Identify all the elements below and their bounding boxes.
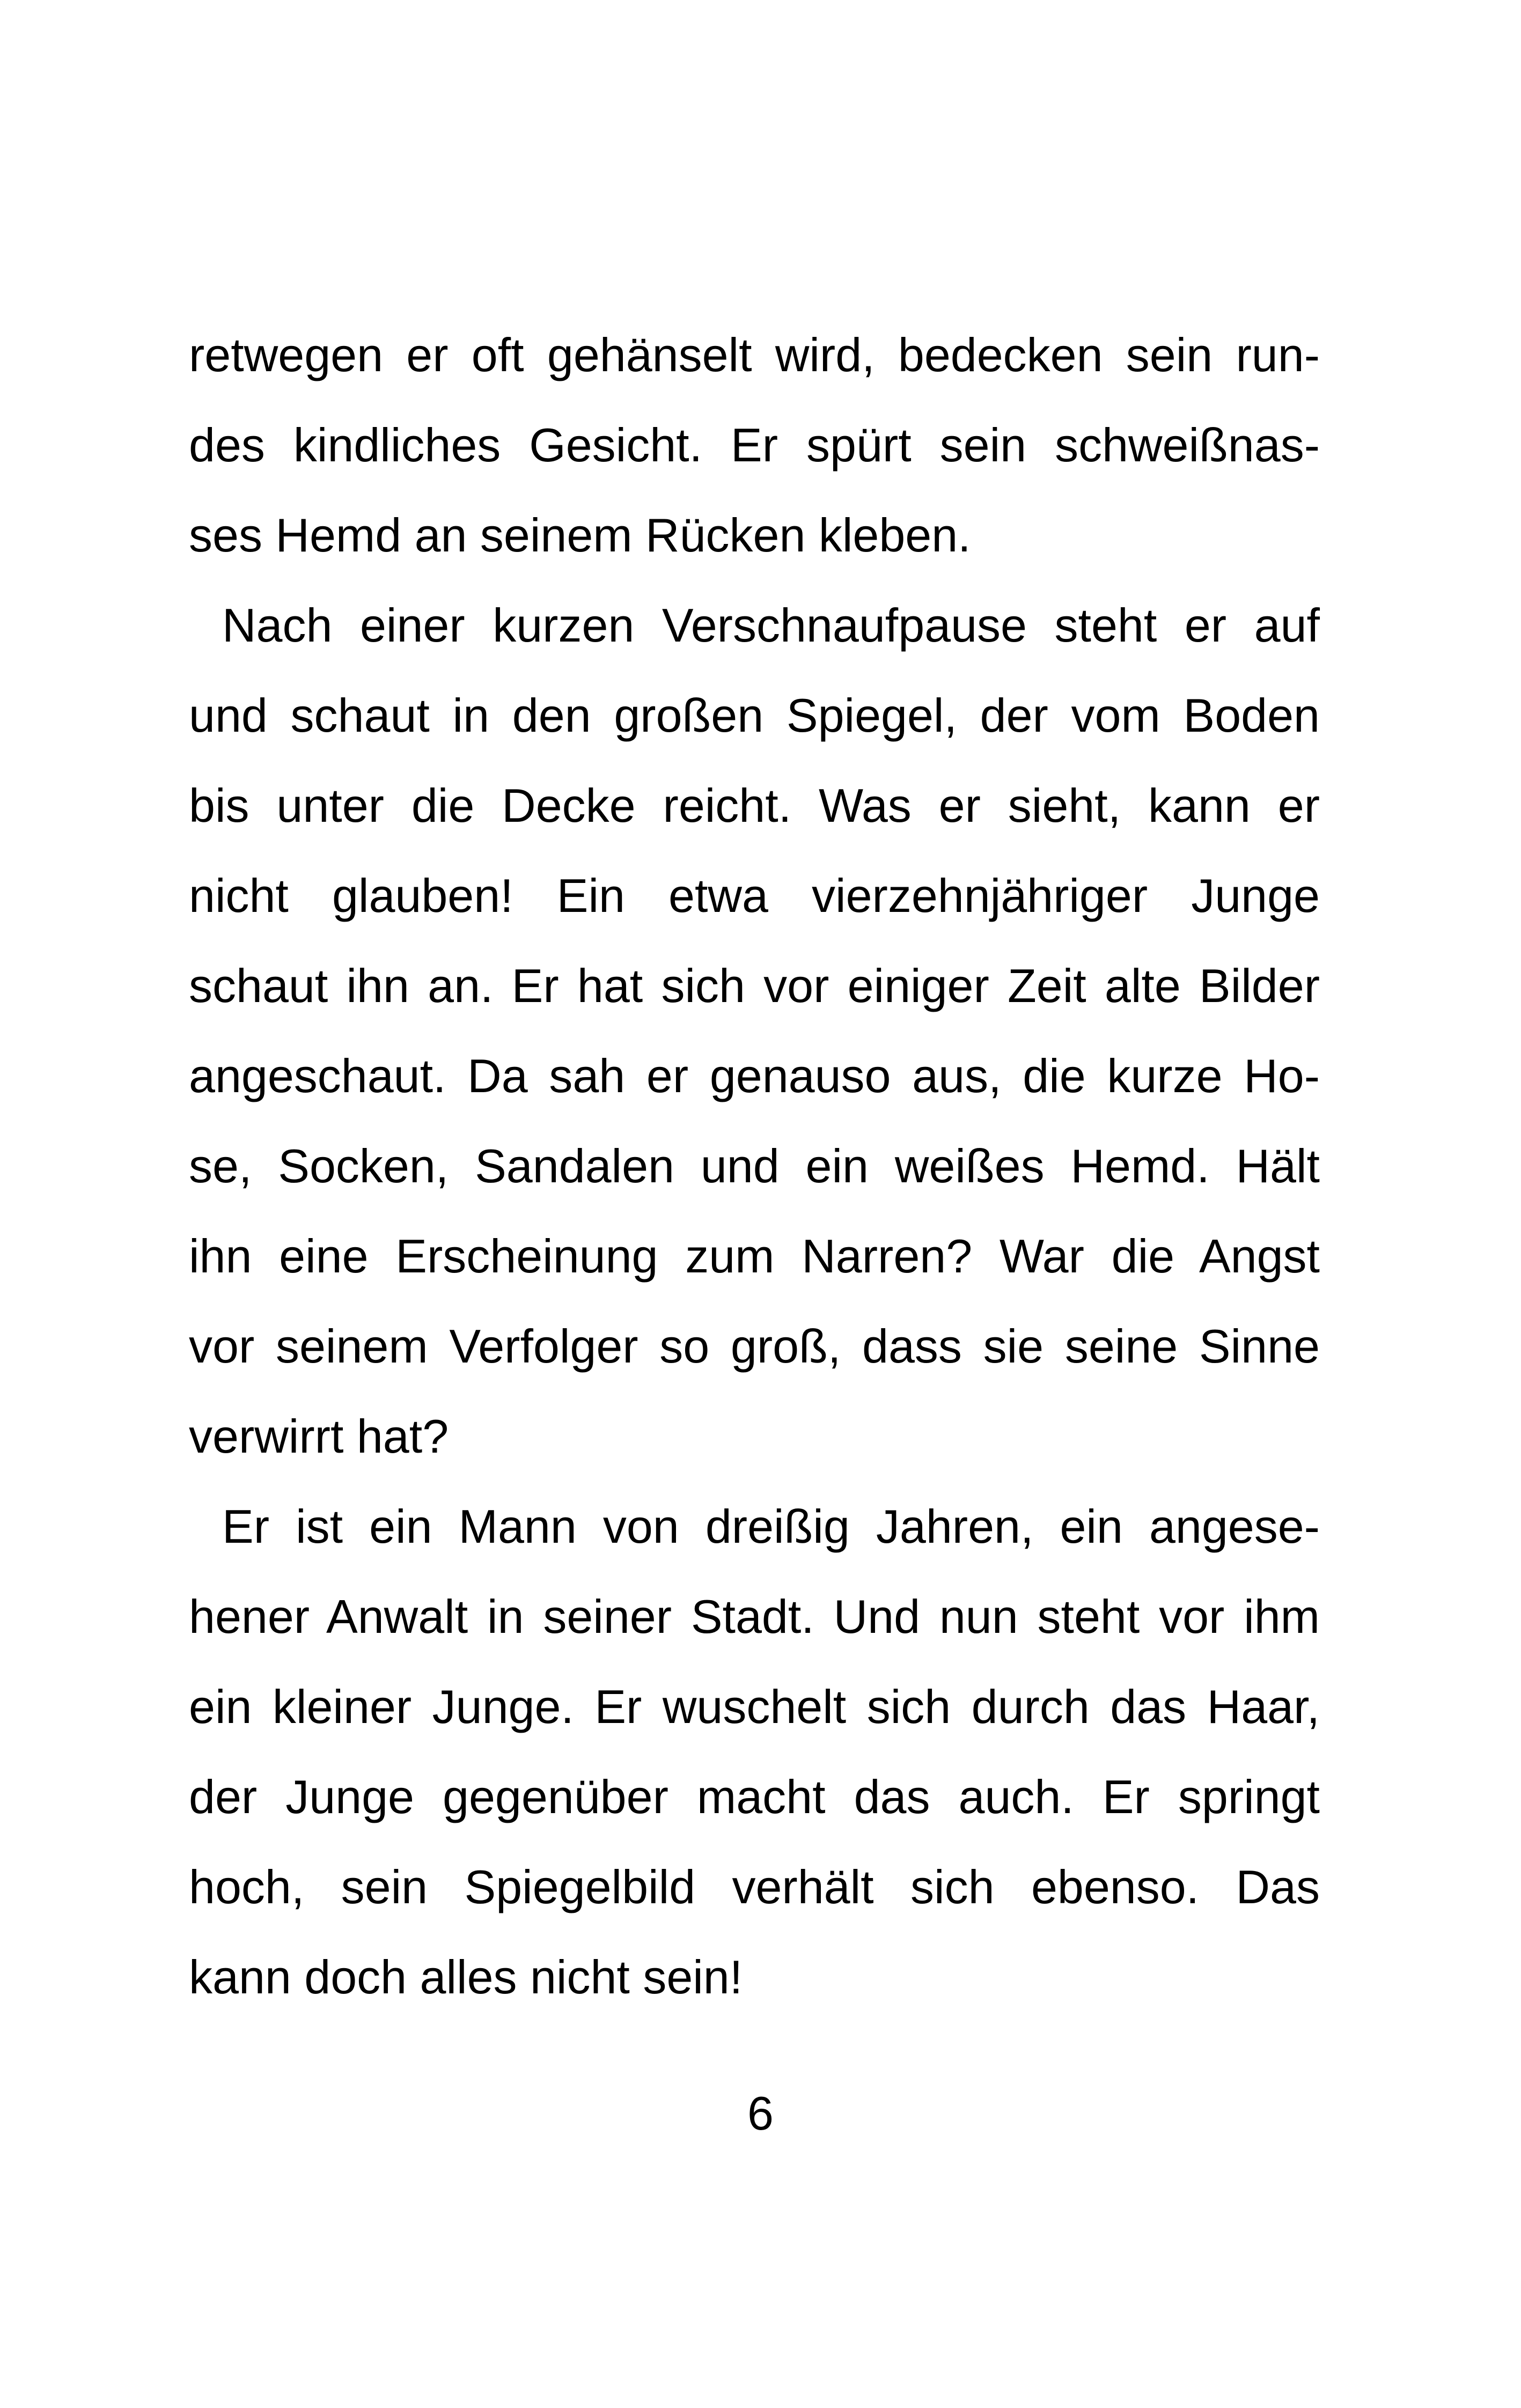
text-line: retwegen er oft gehänselt wird, bedecken sein run- — [189, 328, 1320, 381]
text-line: Er ist ein Mann von dreißig Jahren, ein angese- — [222, 1500, 1320, 1553]
text-line: hoch, sein Spiegelbild verhält sich ebenso. Das — [189, 1860, 1320, 1913]
text-line: ein kleiner Junge. Er wuschelt sich durch das Haar, — [189, 1680, 1320, 1733]
text-line: ihn eine Erscheinung zum Narren? War die Angst — [189, 1229, 1320, 1283]
text-line: verwirrt hat? — [189, 1410, 449, 1463]
text-line: und schaut in den großen Spiegel, der vom Boden — [189, 689, 1320, 742]
text-line: nicht glauben! Ein etwa vierzehnjähriger Junge — [189, 869, 1320, 922]
paragraph-1 — [189, 310, 1320, 580]
text-line: se, Socken, Sandalen und ein weißes Hemd. Hält — [189, 1139, 1320, 1192]
text-line: Nach einer kurzen Verschnaufpause steht er auf — [222, 599, 1320, 652]
text-line: schaut ihn an. Er hat sich vor einiger Zeit alte Bilder — [189, 959, 1320, 1012]
body-text — [189, 310, 1320, 2022]
text-line: vor seinem Verfolger so groß, dass sie seine Sinne — [189, 1320, 1320, 1373]
text-line: hener Anwalt in seiner Stadt. Und nun steht vor ihm — [189, 1590, 1320, 1643]
text-line: der Junge gegenüber macht das auch. Er springt — [189, 1770, 1320, 1823]
text-line: bis unter die Decke reicht. Was er sieht, kann er — [189, 779, 1320, 832]
page-number: 6 — [747, 2087, 774, 2140]
text-line: des kindliches Gesicht. Er spürt sein schweißnas- — [189, 418, 1320, 472]
text-line: kann doch alles nicht sein! — [189, 1950, 743, 2004]
text-line: ses Hemd an seinem Rücken kleben. — [189, 509, 971, 562]
paragraph-3 — [189, 1482, 1320, 2022]
text-line: angeschaut. Da sah er genauso aus, die kurze Ho- — [189, 1049, 1320, 1102]
paragraph-2 — [189, 580, 1320, 1482]
